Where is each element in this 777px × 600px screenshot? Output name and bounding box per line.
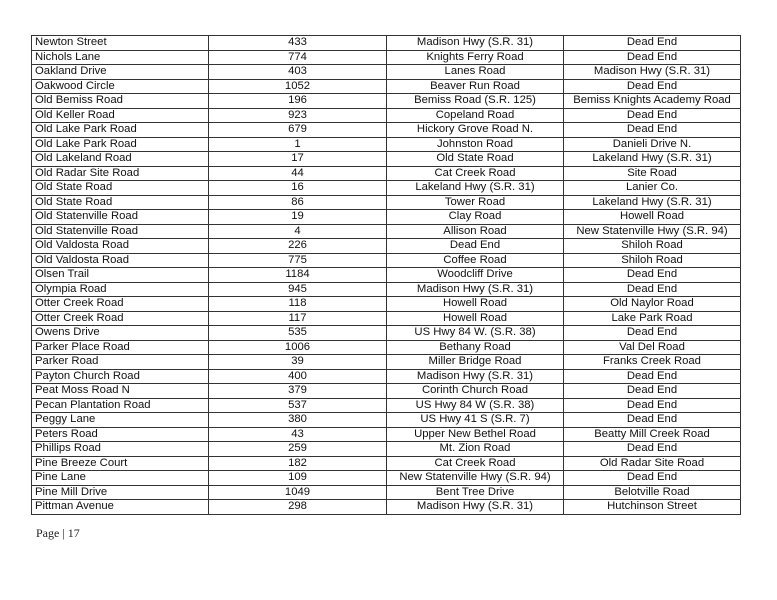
table-row: [32, 398, 741, 413]
road-number-cell: 923: [209, 108, 387, 123]
road-name-cell: Old Radar Site Road: [32, 166, 209, 181]
from-cell: US Hwy 84 W (S.R. 38): [387, 398, 564, 413]
road-number-cell: 109: [209, 471, 387, 486]
road-number-cell: 86: [209, 195, 387, 210]
road-number-cell: 1: [209, 137, 387, 152]
road-number-cell: 1052: [209, 79, 387, 94]
to-cell: Dead End: [564, 50, 741, 65]
road-number-cell: 16: [209, 181, 387, 196]
from-cell: US Hwy 84 W. (S.R. 38): [387, 326, 564, 341]
to-cell: Dead End: [564, 471, 741, 486]
table-row: [32, 50, 741, 65]
to-cell: Dead End: [564, 123, 741, 138]
to-cell: Madison Hwy (S.R. 31): [564, 65, 741, 80]
road-name-cell: Old Statenville Road: [32, 224, 209, 239]
road-name-cell: Otter Creek Road: [32, 297, 209, 312]
road-number-cell: 19: [209, 210, 387, 225]
from-cell: Old State Road: [387, 152, 564, 167]
to-cell: Dead End: [564, 79, 741, 94]
road-number-cell: 1049: [209, 485, 387, 500]
to-cell: Dead End: [564, 108, 741, 123]
road-name-cell: Newton Street: [32, 36, 209, 51]
table-row: [32, 297, 741, 312]
road-number-cell: 44: [209, 166, 387, 181]
to-cell: Dead End: [564, 369, 741, 384]
road-number-cell: 43: [209, 427, 387, 442]
road-name-cell: Old Valdosta Road: [32, 253, 209, 268]
to-cell: Dead End: [564, 268, 741, 283]
table-row: [32, 123, 741, 138]
road-number-cell: 259: [209, 442, 387, 457]
from-cell: Madison Hwy (S.R. 31): [387, 369, 564, 384]
road-name-cell: Peggy Lane: [32, 413, 209, 428]
from-cell: Corinth Church Road: [387, 384, 564, 399]
road-name-cell: Owens Drive: [32, 326, 209, 341]
road-name-cell: Parker Road: [32, 355, 209, 370]
from-cell: New Statenville Hwy (S.R. 94): [387, 471, 564, 486]
road-number-cell: 1184: [209, 268, 387, 283]
from-cell: Bemiss Road (S.R. 125): [387, 94, 564, 109]
road-name-cell: Peat Moss Road N: [32, 384, 209, 399]
road-number-cell: 433: [209, 36, 387, 51]
table-row: [32, 137, 741, 152]
road-name-cell: Old Lakeland Road: [32, 152, 209, 167]
road-number-cell: 17: [209, 152, 387, 167]
to-cell: Dead End: [564, 36, 741, 51]
road-number-cell: 182: [209, 456, 387, 471]
to-cell: Old Radar Site Road: [564, 456, 741, 471]
from-cell: Cat Creek Road: [387, 456, 564, 471]
to-cell: Hutchinson Street: [564, 500, 741, 515]
from-cell: Allison Road: [387, 224, 564, 239]
road-number-cell: 298: [209, 500, 387, 515]
table-row: [32, 210, 741, 225]
from-cell: Woodcliff Drive: [387, 268, 564, 283]
road-number-cell: 379: [209, 384, 387, 399]
to-cell: Shiloh Road: [564, 239, 741, 254]
road-number-cell: 775: [209, 253, 387, 268]
road-number-cell: 380: [209, 413, 387, 428]
table-row: [32, 268, 741, 283]
to-cell: Dead End: [564, 398, 741, 413]
table-row: [32, 224, 741, 239]
to-cell: Dead End: [564, 384, 741, 399]
table-row: [32, 181, 741, 196]
from-cell: Howell Road: [387, 311, 564, 326]
from-cell: Clay Road: [387, 210, 564, 225]
road-name-cell: Old Statenville Road: [32, 210, 209, 225]
table-row: [32, 427, 741, 442]
table-row: [32, 326, 741, 341]
road-name-cell: Peters Road: [32, 427, 209, 442]
road-name-cell: Old State Road: [32, 195, 209, 210]
table-row: [32, 413, 741, 428]
from-cell: Beaver Run Road: [387, 79, 564, 94]
road-name-cell: Old State Road: [32, 181, 209, 196]
table-row: [32, 239, 741, 254]
road-name-cell: Oakland Drive: [32, 65, 209, 80]
road-name-cell: Old Lake Park Road: [32, 137, 209, 152]
from-cell: Howell Road: [387, 297, 564, 312]
to-cell: New Statenville Hwy (S.R. 94): [564, 224, 741, 239]
road-name-cell: Pecan Plantation Road: [32, 398, 209, 413]
road-number-cell: 1006: [209, 340, 387, 355]
table-row: [32, 471, 741, 486]
to-cell: Dead End: [564, 282, 741, 297]
road-number-cell: 535: [209, 326, 387, 341]
from-cell: Lakeland Hwy (S.R. 31): [387, 181, 564, 196]
road-number-cell: 117: [209, 311, 387, 326]
table-row: [32, 442, 741, 457]
road-number-cell: 537: [209, 398, 387, 413]
to-cell: Danieli Drive N.: [564, 137, 741, 152]
to-cell: Lakeland Hwy (S.R. 31): [564, 152, 741, 167]
from-cell: Miller Bridge Road: [387, 355, 564, 370]
table-row: [32, 195, 741, 210]
table-row: [32, 166, 741, 181]
to-cell: Beatty Mill Creek Road: [564, 427, 741, 442]
from-cell: Madison Hwy (S.R. 31): [387, 500, 564, 515]
from-cell: Dead End: [387, 239, 564, 254]
road-name-cell: Nichols Lane: [32, 50, 209, 65]
table-row: [32, 369, 741, 384]
road-name-cell: Olsen Trail: [32, 268, 209, 283]
road-number-cell: 400: [209, 369, 387, 384]
table-row: [32, 355, 741, 370]
road-name-cell: Old Keller Road: [32, 108, 209, 123]
table-row: [32, 282, 741, 297]
from-cell: Copeland Road: [387, 108, 564, 123]
from-cell: Bethany Road: [387, 340, 564, 355]
from-cell: Upper New Bethel Road: [387, 427, 564, 442]
table-row: [32, 94, 741, 109]
to-cell: Old Naylor Road: [564, 297, 741, 312]
table-row: [32, 65, 741, 80]
from-cell: Cat Creek Road: [387, 166, 564, 181]
road-name-cell: Payton Church Road: [32, 369, 209, 384]
to-cell: Shiloh Road: [564, 253, 741, 268]
road-number-cell: 118: [209, 297, 387, 312]
from-cell: Hickory Grove Road N.: [387, 123, 564, 138]
from-cell: Lanes Road: [387, 65, 564, 80]
to-cell: Howell Road: [564, 210, 741, 225]
table-row: [32, 108, 741, 123]
from-cell: Mt. Zion Road: [387, 442, 564, 457]
table-row: [32, 152, 741, 167]
table-row: [32, 340, 741, 355]
road-table-body: [32, 36, 741, 515]
road-name-cell: Olympia Road: [32, 282, 209, 297]
table-row: [32, 36, 741, 51]
from-cell: US Hwy 41 S (S.R. 7): [387, 413, 564, 428]
road-number-cell: 679: [209, 123, 387, 138]
from-cell: Tower Road: [387, 195, 564, 210]
road-name-cell: Pine Lane: [32, 471, 209, 486]
table-row: [32, 253, 741, 268]
from-cell: Madison Hwy (S.R. 31): [387, 36, 564, 51]
to-cell: Val Del Road: [564, 340, 741, 355]
road-name-cell: Pittman Avenue: [32, 500, 209, 515]
to-cell: Bemiss Knights Academy Road: [564, 94, 741, 109]
to-cell: Lake Park Road: [564, 311, 741, 326]
from-cell: Coffee Road: [387, 253, 564, 268]
table-row: [32, 79, 741, 94]
road-number-cell: 403: [209, 65, 387, 80]
road-number-cell: 196: [209, 94, 387, 109]
road-name-cell: Parker Place Road: [32, 340, 209, 355]
road-name-cell: Old Valdosta Road: [32, 239, 209, 254]
from-cell: Madison Hwy (S.R. 31): [387, 282, 564, 297]
from-cell: Bent Tree Drive: [387, 485, 564, 500]
road-number-cell: 774: [209, 50, 387, 65]
road-name-cell: Phillips Road: [32, 442, 209, 457]
road-number-cell: 39: [209, 355, 387, 370]
from-cell: Johnston Road: [387, 137, 564, 152]
table-row: [32, 456, 741, 471]
to-cell: Franks Creek Road: [564, 355, 741, 370]
table-row: [32, 384, 741, 399]
road-name-cell: Old Bemiss Road: [32, 94, 209, 109]
to-cell: Dead End: [564, 413, 741, 428]
road-number-cell: 226: [209, 239, 387, 254]
road-name-cell: Otter Creek Road: [32, 311, 209, 326]
table-row: [32, 500, 741, 515]
to-cell: Site Road: [564, 166, 741, 181]
road-number-cell: 945: [209, 282, 387, 297]
table-row: [32, 485, 741, 500]
road-table: [31, 35, 741, 515]
to-cell: Belotville Road: [564, 485, 741, 500]
from-cell: Knights Ferry Road: [387, 50, 564, 65]
page-number: Page | 17: [36, 526, 80, 540]
road-name-cell: Pine Breeze Court: [32, 456, 209, 471]
to-cell: Dead End: [564, 442, 741, 457]
to-cell: Lanier Co.: [564, 181, 741, 196]
road-number-cell: 4: [209, 224, 387, 239]
road-name-cell: Pine Mill Drive: [32, 485, 209, 500]
road-name-cell: Oakwood Circle: [32, 79, 209, 94]
road-name-cell: Old Lake Park Road: [32, 123, 209, 138]
to-cell: Lakeland Hwy (S.R. 31): [564, 195, 741, 210]
table-row: [32, 311, 741, 326]
to-cell: Dead End: [564, 326, 741, 341]
